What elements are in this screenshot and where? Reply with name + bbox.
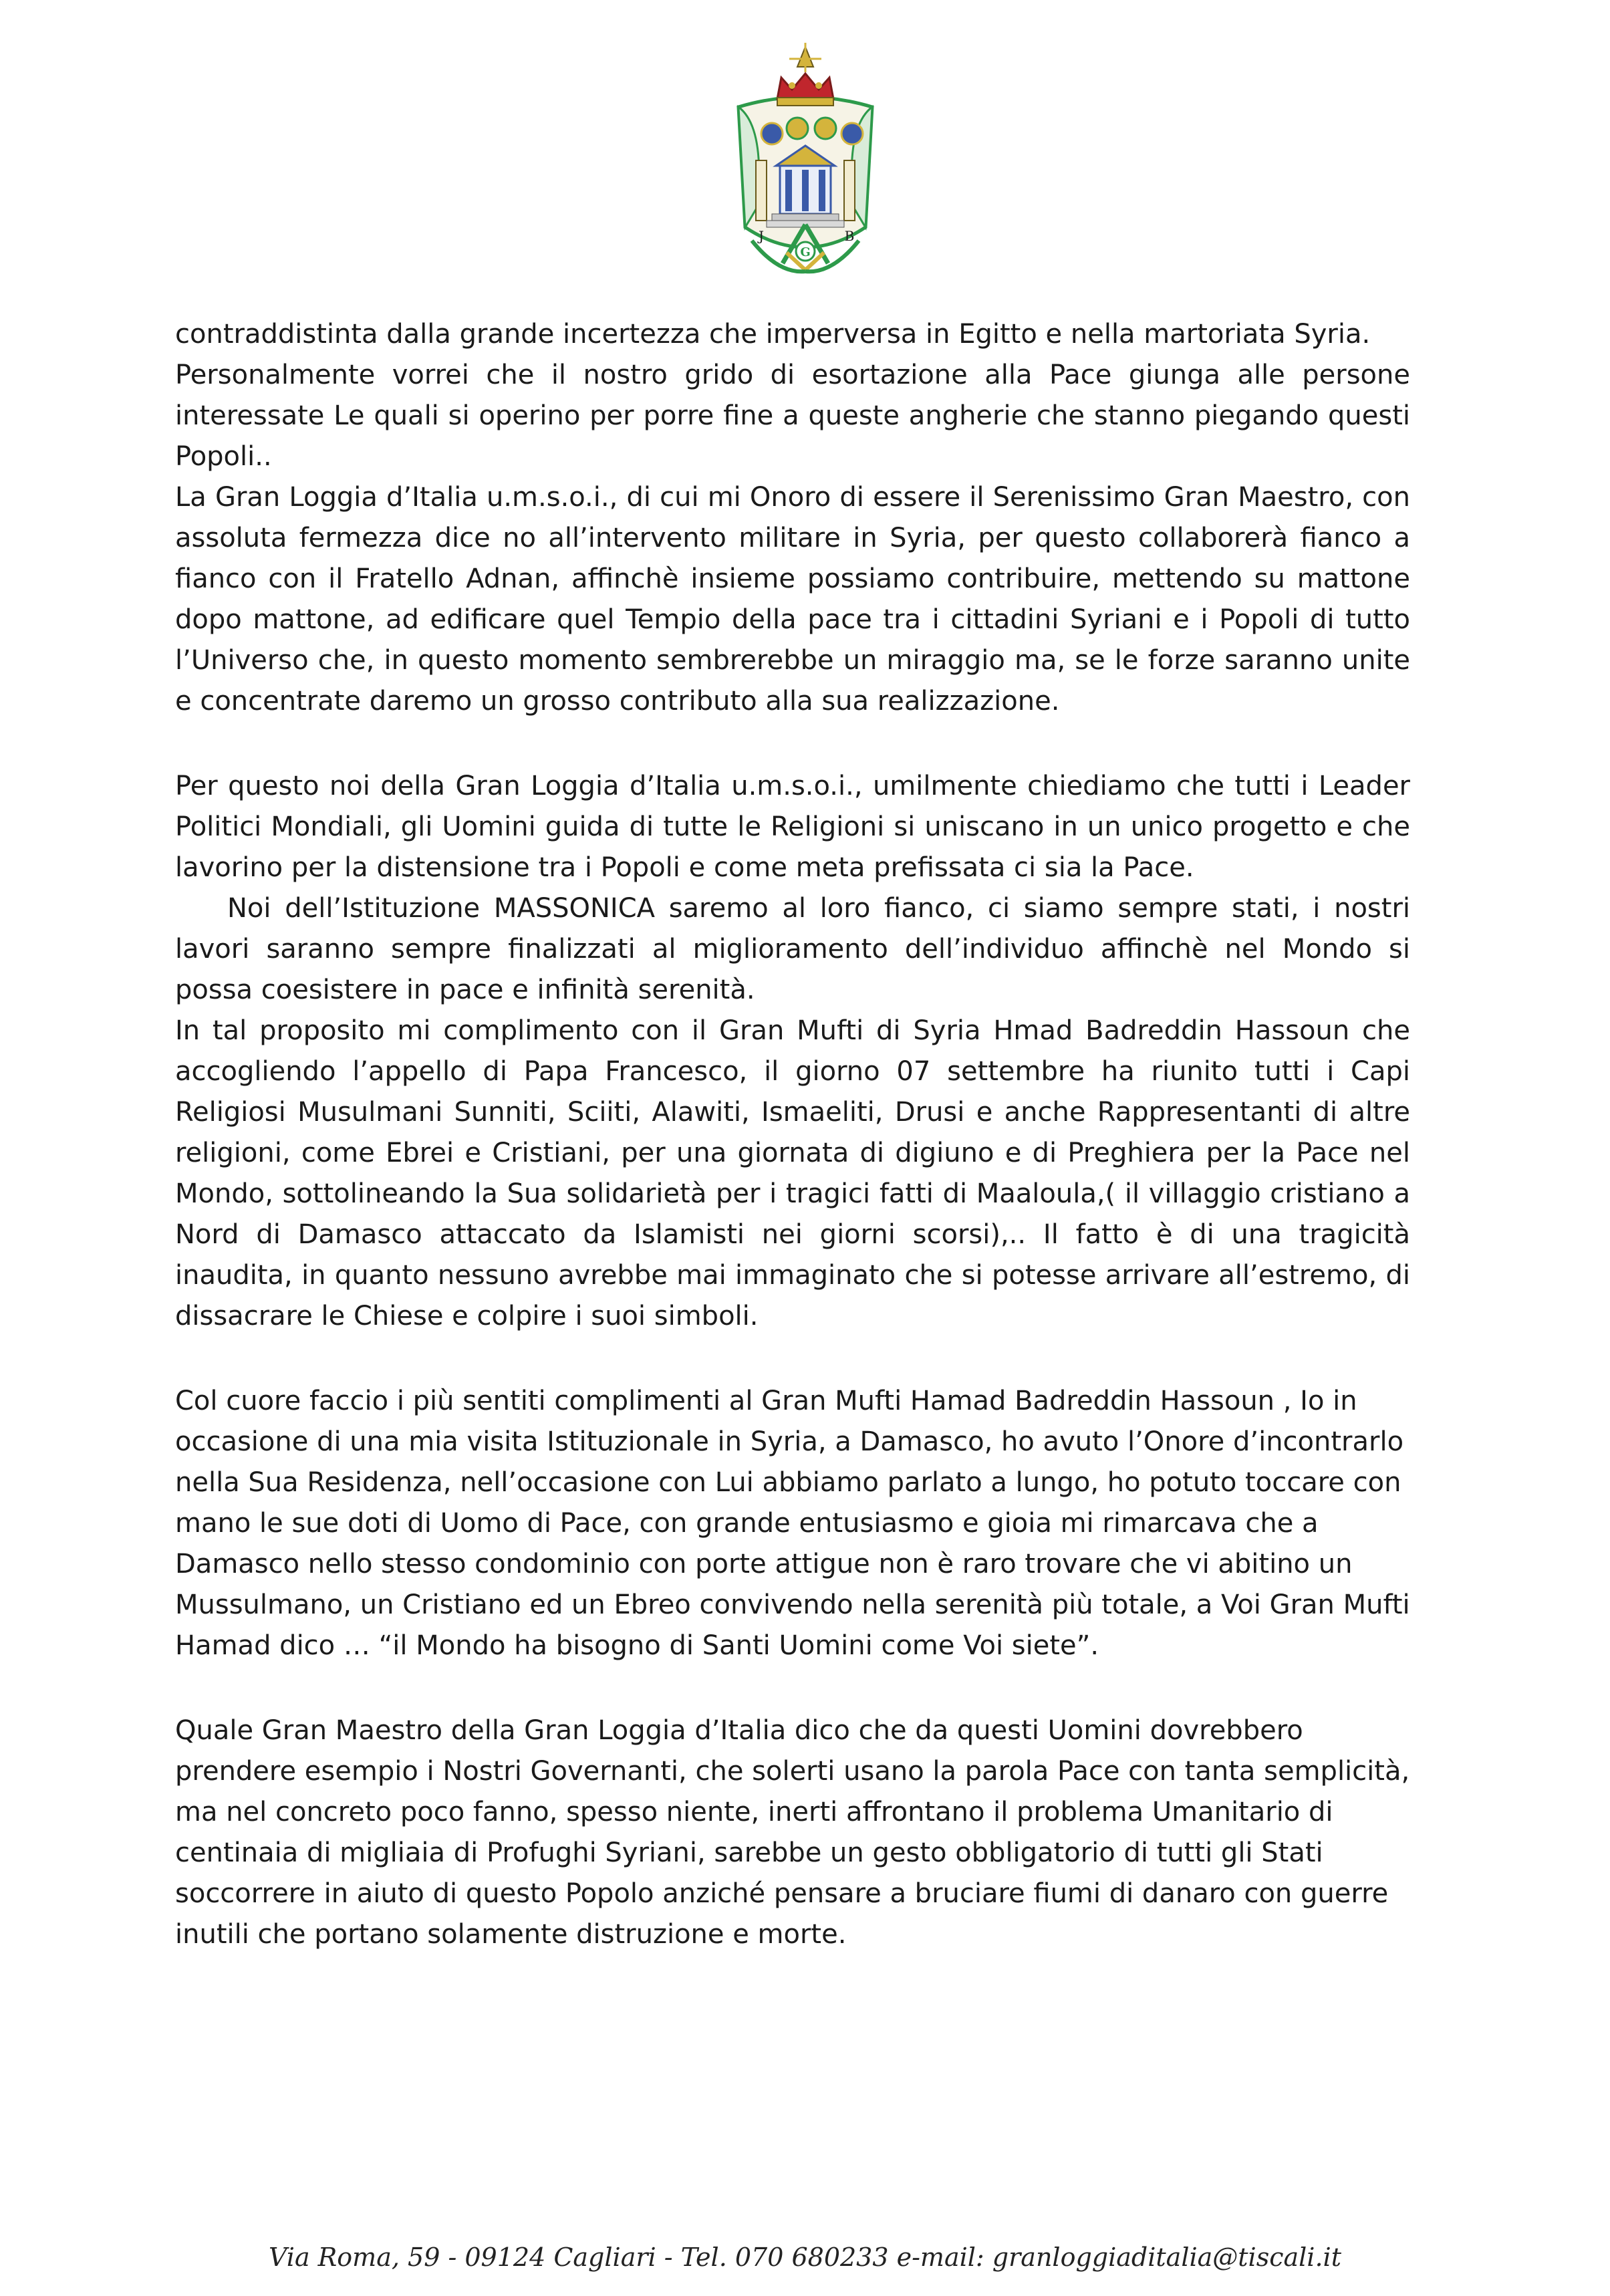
letter-body (175, 314, 1410, 1955)
footer-address: Via Roma, 59 - 09124 Cagliari - Tel. 070 680233 e-mail: granloggiaditalia@tiscali.it (269, 2243, 1341, 2272)
paragraph: In tal proposito mi complimento con il Gran Mufti di Syria Hmad Badreddin Hassoun che accogliendo l’appello di Papa Francesco, il giorno 07 settembre ha riunito tutti i Capi Religiosi Musulmani Sunniti, Sciiti, Alawiti, Ismaeliti, Drusi e anche Rappresentanti di altre religioni, come Ebrei e Cristiani, per una giornata di digiuno e di Preghiera per la Pace nel Mondo, sottolineando la Sua solidarietà per i tragici fatti di Maaloula,( il villaggio cristiano a Nord di Damasco attaccato da Islamisti nei giorni scorsi),.. Il fatto è di una tragicità inaudita, in quanto nessuno avrebbe mai immaginato che si potesse arrivare all’estremo, di dissacrare le Chiese e colpire i suoi simboli. (175, 1015, 1410, 1331)
paragraph: Noi dell’Istituzione MASSONICA saremo al loro fianco, ci siamo sempre stati, i nostri lavori saranno sempre finalizzati al miglioramento dell’individuo affinchè nel Mondo si possa coesistere in pace e infinità serenità. (175, 893, 1410, 1005)
svg-text:B: B (844, 228, 855, 244)
paragraph: Personalmente vorrei che il nostro grido di esortazione alla Pace giunga alle persone interessate Le quali si operino per porre fine a queste angherie che stanno piegando questi Popoli.. (175, 360, 1410, 472)
paragraph: Per questo noi della Gran Loggia d’Italia u.m.s.o.i., umilmente chiediamo che tutti i Leader Politici Mondiali, gli Uomini guida di tutte le Religioni si uniscano in un unico progetto e che lavorino per la distensione tra i Popoli e come meta prefissata ci sia la Pace. (175, 771, 1410, 883)
paragraph: Quale Gran Maestro della Gran Loggia d’Italia dico che da questi Uomini dovrebbero prendere esempio i Nostri Governanti, che solerti usano la parola Pace con tanta semplicità, ma nel concreto poco fanno, spesso niente, inerti affrontano il problema Umanitario di centinaia di migliaia di Profughi Syriani, sarebbe un gesto obbligatorio di tutti gli Stati soccorrere in aiuto di questo Popolo anziché pensare a bruciare fiumi di danaro con guerre inutili che portano solamente distruzione e morte. (175, 1715, 1410, 1950)
svg-text:G: G (800, 245, 811, 259)
masonic-coat-of-arms-icon (725, 40, 886, 275)
paragraph: Col cuore faccio i più sentiti complimenti al Gran Mufti Hamad Badreddin Hassoun , Io in occasione di una mia visita Istituzionale in Syria, a Damasco, ho avuto l’Onore d’incontrarlo nella Sua Residenza, nell’occasione con Lui abbiamo parlato a lungo, ho potuto toccare con mano le sue doti di Uomo di Pace, con grande entusiasmo e gioia mi rimarcava che a Damasco nello stesso condominio con porte attigue non è raro trovare che vi abitino un Mussulmano, un Cristiano ed un Ebreo convivendo nella serenità più totale, a Voi Gran Mufti Hamad dico … “il Mondo ha bisogno di Santi Uomini come Voi siete”. (175, 1386, 1410, 1661)
svg-text:J: J (758, 228, 765, 244)
paragraph: contraddistinta dalla grande incertezza che imperversa in Egitto e nella martoriata Syria. (175, 319, 1371, 350)
paragraph: La Gran Loggia d’Italia u.m.s.o.i., di cui mi Onoro di essere il Serenissimo Gran Maestro, con assoluta fermezza dice no all’intervento militare in Syria, per questo collaborerà fianco a fianco con il Fratello Adnan, affinchè insieme possiamo contribuire, mettendo su mattone dopo mattone, ad edificare quel Tempio della pace tra i cittadini Syriani e i Popoli di tutto l’Universo che, in questo momento sembrerebbe un miraggio ma, se le forze saranno unite e concentrate daremo un grosso contributo alla sua realizzazione. (175, 482, 1410, 717)
